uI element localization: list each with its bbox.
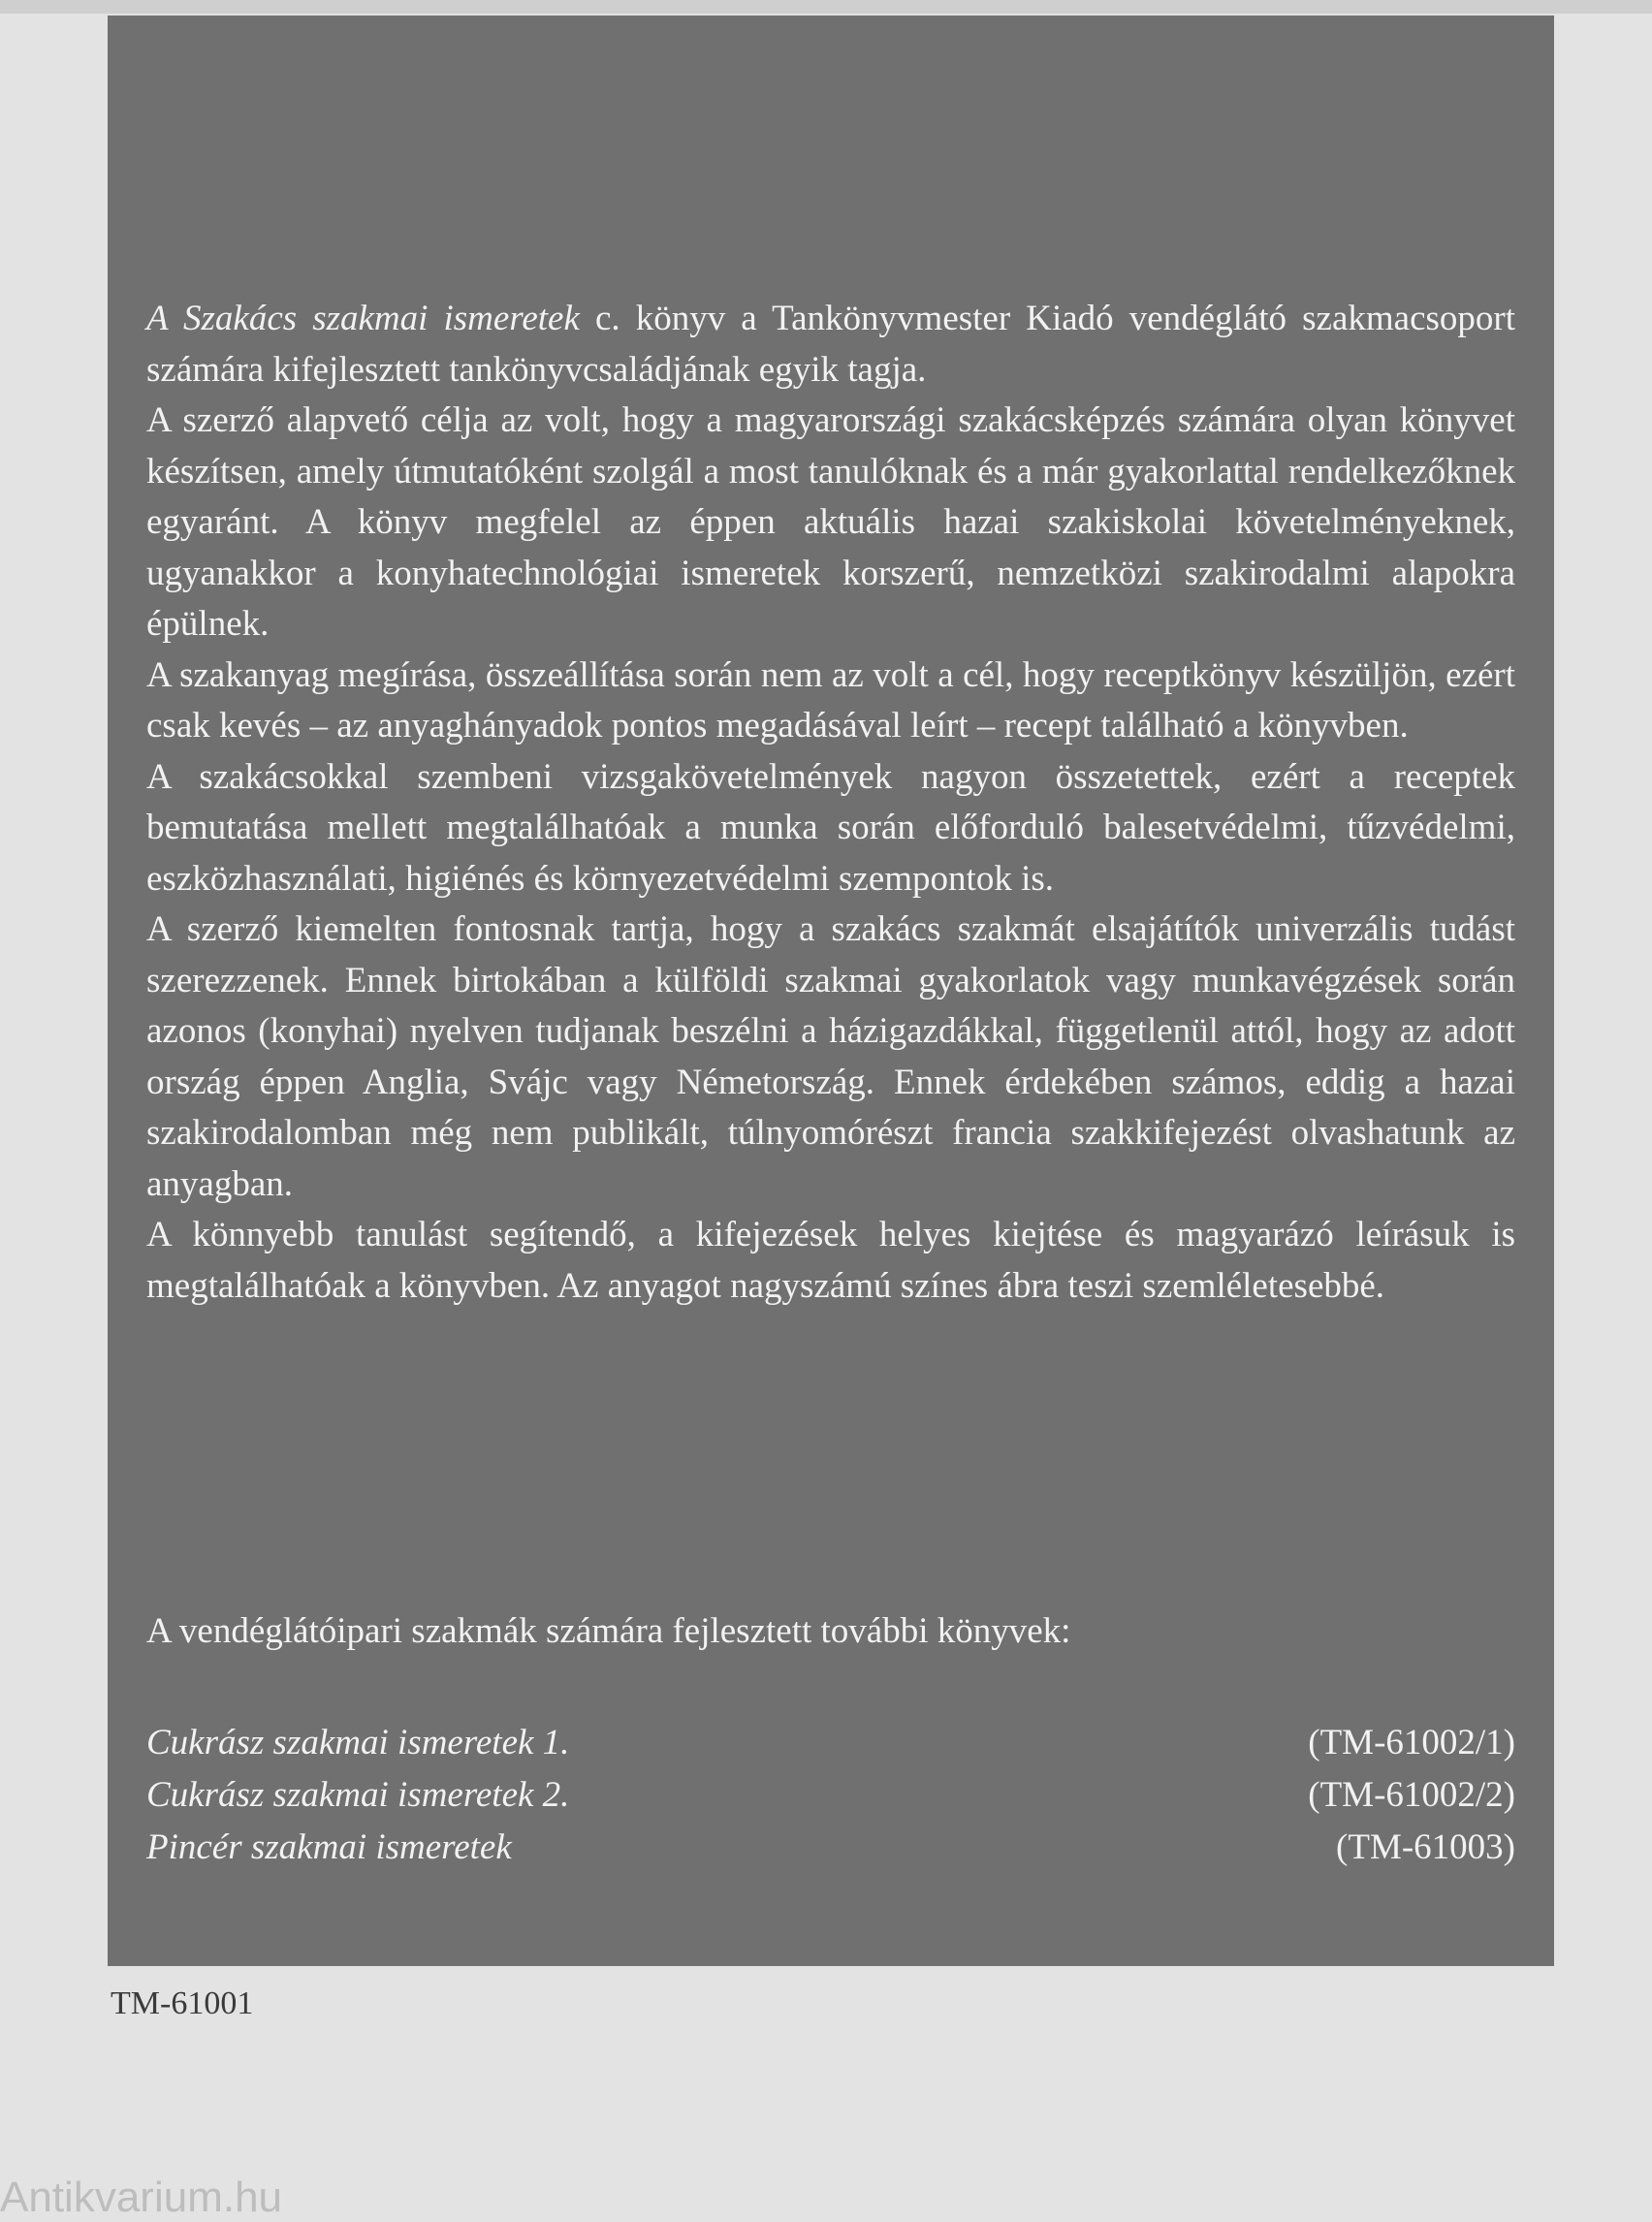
related-book-title: Cukrász szakmai ismeretek 1. bbox=[146, 1723, 570, 1762]
description-paragraph-1 bbox=[146, 294, 1515, 396]
description-paragraph-5: A szerző kiemelten fontosnak tartja, hogy a szakács szakmát elsajátítók univerzális tudást szerezzenek. Ennek birtokában a külföldi szakmai gyakorlatok vagy munkavégzések során azonos (konyhai) nyelven tudjanak beszélni a házigazdákkal, függetlenül attól, hogy az adott ország éppen Anglia, Svájc vagy Németország. Ennek érdekében számos, eddig a hazai szakirodalomban még nem publikált, túlnyomórészt francia szakkifejezést olvashatunk az anyagban. bbox=[146, 909, 1515, 1204]
description-paragraph-6: A könnyebb tanulást segítendő, a kifejezések helyes kiejtése és magyarázó leírásuk is megtalálhatóak a könyvben. Az anyagot nagyszámú színes ábra teszi szemléletesebbé. bbox=[146, 1215, 1515, 1306]
related-books-list bbox=[146, 1717, 1515, 1874]
description-paragraph-4: A szakácsokkal szembeni vizsgakövetelmények nagyon összetettek, ezért a receptek bemutatása mellett megtalálhatóak a munka során előforduló balesetvédelmi, tűzvédelmi, eszközhasználati, higiénés és környezetvédelmi szempontok is. bbox=[146, 756, 1515, 899]
description-text bbox=[146, 294, 1515, 1312]
related-book-title: Cukrász szakmai ismeretek 2. bbox=[146, 1775, 570, 1815]
description-paragraph-3: A szakanyag megírása, összeállítása során nem az volt a cél, hogy receptkönyv készüljön, ezért csak kevés – az anyaghányadok pontos megadásával leírt – recept található a könyvben. bbox=[146, 654, 1515, 746]
back-cover-panel bbox=[108, 16, 1554, 1966]
paragraph-text: c. könyv a Tankönyvmester Kiadó vendéglátó szakmacsoport számára kifejlesztett tankönyvcsaládjának egyik tagja. bbox=[146, 299, 1515, 390]
top-edge-strip bbox=[0, 0, 1652, 14]
related-book-code: (TM-61002/2) bbox=[1308, 1775, 1515, 1815]
related-books-intro: A vendéglátóipari szakmák számára fejlesztett további könyvek: bbox=[146, 1611, 1071, 1651]
book-title-italic: A Szakács szakmai ismeretek bbox=[146, 299, 580, 338]
watermark-text: Antikvarium.hu bbox=[0, 2174, 283, 2221]
related-book-title: Pincér szakmai ismeretek bbox=[146, 1827, 512, 1867]
related-book-code: (TM-61002/1) bbox=[1308, 1723, 1515, 1762]
book-code: TM-61001 bbox=[111, 1985, 254, 2021]
related-book-row bbox=[146, 1769, 1515, 1822]
description-paragraph-2: A szerző alapvető célja az volt, hogy a magyarországi szakácsképzés számára olyan könyvet készítsen, amely útmutatóként szolgál a most tanulóknak és a már gyakorlattal rendelkezőknek egyaránt. A könyv megfelel az éppen aktuális hazai szakiskolai követelményeknek, ugyanakkor a konyhatechnológiai ismeretek korszerű, nemzetközi szakirodalmi alapokra épülnek. bbox=[146, 400, 1515, 644]
related-book-row bbox=[146, 1717, 1515, 1769]
related-book-row bbox=[146, 1822, 1515, 1874]
related-book-code: (TM-61003) bbox=[1336, 1827, 1515, 1867]
